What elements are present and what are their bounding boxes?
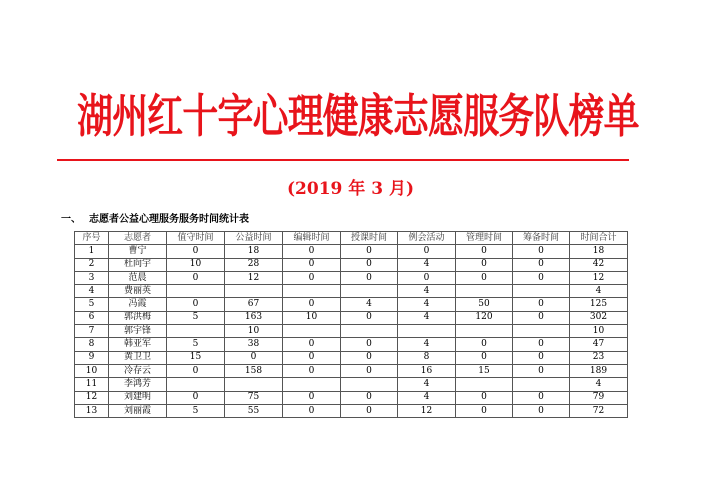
table-cell-col-public: 55	[225, 404, 283, 417]
table-cell-col-management: 50	[456, 298, 513, 311]
table-row	[75, 338, 628, 351]
table-cell-col-total: 302	[570, 311, 628, 324]
table-cell-col-public: 28	[225, 258, 283, 271]
table-cell-col-duty: 15	[167, 351, 225, 364]
table-cell-col-volunteer: 李鸿芳	[109, 378, 167, 391]
table-cell-col-prep: 0	[513, 298, 570, 311]
table-cell-col-public: 10	[225, 325, 283, 338]
table-cell-col-total: 23	[570, 351, 628, 364]
table-cell-col-meeting: 4	[398, 258, 456, 271]
table-cell-col-lecture: 4	[341, 298, 398, 311]
table-cell-col-total: 189	[570, 364, 628, 377]
table-cell-col-public: 67	[225, 298, 283, 311]
table-cell-col-public: 12	[225, 271, 283, 284]
table-cell-col-duty: 0	[167, 245, 225, 258]
table-cell-col-index: 12	[75, 391, 109, 404]
table-row	[75, 378, 628, 391]
table-header-col-meeting: 例会活动	[398, 232, 456, 245]
table-header-col-public: 公益时间	[225, 232, 283, 245]
table-cell-col-prep: 0	[513, 311, 570, 324]
table-cell-col-prep: 0	[513, 351, 570, 364]
table-cell-col-management: 0	[456, 258, 513, 271]
table-cell-col-meeting: 8	[398, 351, 456, 364]
table-row	[75, 364, 628, 377]
table-cell-col-management	[456, 325, 513, 338]
table-row	[75, 391, 628, 404]
table-cell-col-edit	[283, 325, 341, 338]
table-cell-col-prep: 0	[513, 364, 570, 377]
table-cell-col-meeting: 4	[398, 378, 456, 391]
table-cell-col-volunteer: 杜向宇	[109, 258, 167, 271]
table-cell-col-total: 72	[570, 404, 628, 417]
table-cell-col-duty	[167, 285, 225, 298]
table-cell-col-index: 3	[75, 271, 109, 284]
table-row	[75, 298, 628, 311]
table-row	[75, 245, 628, 258]
table-cell-col-public: 158	[225, 364, 283, 377]
table-cell-col-public: 18	[225, 245, 283, 258]
table-cell-col-index: 7	[75, 325, 109, 338]
table-cell-col-lecture: 0	[341, 391, 398, 404]
table-cell-col-management: 0	[456, 245, 513, 258]
table-row	[75, 285, 628, 298]
table-cell-col-volunteer: 韩亚军	[109, 338, 167, 351]
table-cell-col-meeting: 4	[398, 285, 456, 298]
table-cell-col-prep: 0	[513, 271, 570, 284]
table-cell-col-management	[456, 285, 513, 298]
table-cell-col-prep: 0	[513, 338, 570, 351]
table-cell-col-public: 38	[225, 338, 283, 351]
table-cell-col-total: 10	[570, 325, 628, 338]
table-cell-col-lecture: 0	[341, 338, 398, 351]
table-cell-col-index: 1	[75, 245, 109, 258]
table-cell-col-edit: 0	[283, 298, 341, 311]
table-cell-col-volunteer: 郭洪梅	[109, 311, 167, 324]
table-cell-col-public: 75	[225, 391, 283, 404]
table-cell-col-lecture: 0	[341, 258, 398, 271]
table-cell-col-edit	[283, 285, 341, 298]
table-cell-col-prep: 0	[513, 258, 570, 271]
table-cell-col-total: 4	[570, 285, 628, 298]
table-header-col-index: 序号	[75, 232, 109, 245]
table-cell-col-index: 13	[75, 404, 109, 417]
table-cell-col-edit: 0	[283, 351, 341, 364]
table-cell-col-management: 0	[456, 391, 513, 404]
table-cell-col-lecture: 0	[341, 351, 398, 364]
table-cell-col-prep: 0	[513, 404, 570, 417]
table-cell-col-total: 79	[570, 391, 628, 404]
table-cell-col-duty	[167, 378, 225, 391]
table-cell-col-lecture: 0	[341, 271, 398, 284]
table-cell-col-lecture	[341, 378, 398, 391]
table-cell-col-lecture	[341, 325, 398, 338]
table-cell-col-meeting: 4	[398, 298, 456, 311]
table-cell-col-prep: 0	[513, 391, 570, 404]
table-cell-col-public	[225, 378, 283, 391]
table-row	[75, 325, 628, 338]
table-cell-col-volunteer: 黄卫卫	[109, 351, 167, 364]
table-cell-col-duty: 0	[167, 364, 225, 377]
table-cell-col-volunteer: 郭宇锋	[109, 325, 167, 338]
table-cell-col-edit: 0	[283, 258, 341, 271]
table-cell-col-edit	[283, 378, 341, 391]
table-cell-col-lecture: 0	[341, 311, 398, 324]
table-header-row	[75, 232, 628, 245]
table-cell-col-management: 120	[456, 311, 513, 324]
table-cell-col-volunteer: 刘建明	[109, 391, 167, 404]
table-cell-col-prep	[513, 378, 570, 391]
table-cell-col-edit: 0	[283, 271, 341, 284]
table-cell-col-edit: 0	[283, 364, 341, 377]
table-cell-col-edit: 0	[283, 338, 341, 351]
table-cell-col-total: 4	[570, 378, 628, 391]
table-row	[75, 258, 628, 271]
table-header-col-volunteer: 志愿者	[109, 232, 167, 245]
table-cell-col-public: 0	[225, 351, 283, 364]
section-title: 志愿者公益心理服务服务时间统计表	[89, 214, 249, 225]
table-cell-col-meeting: 4	[398, 338, 456, 351]
table-cell-col-duty: 5	[167, 404, 225, 417]
table-cell-col-prep: 0	[513, 245, 570, 258]
table-cell-col-duty	[167, 325, 225, 338]
table-cell-col-duty: 0	[167, 298, 225, 311]
table-cell-col-lecture	[341, 285, 398, 298]
table-row	[75, 271, 628, 284]
table-cell-col-duty: 5	[167, 311, 225, 324]
table-cell-col-meeting	[398, 325, 456, 338]
table-cell-col-index: 10	[75, 364, 109, 377]
table-cell-col-management: 0	[456, 404, 513, 417]
table-cell-col-index: 2	[75, 258, 109, 271]
table-cell-col-meeting: 12	[398, 404, 456, 417]
table-cell-col-lecture: 0	[341, 245, 398, 258]
table-cell-col-volunteer: 曹宁	[109, 245, 167, 258]
table-cell-col-edit: 0	[283, 404, 341, 417]
table-cell-col-management: 0	[456, 338, 513, 351]
table-cell-col-meeting: 0	[398, 271, 456, 284]
table-cell-col-volunteer: 冷存云	[109, 364, 167, 377]
table-cell-col-prep	[513, 285, 570, 298]
table-cell-col-duty: 0	[167, 391, 225, 404]
table-cell-col-volunteer: 费丽英	[109, 285, 167, 298]
table-cell-col-total: 125	[570, 298, 628, 311]
table-row	[75, 311, 628, 324]
table-cell-col-management: 15	[456, 364, 513, 377]
table-header-col-total: 时间合计	[570, 232, 628, 245]
table-row	[75, 351, 628, 364]
table-cell-col-total: 12	[570, 271, 628, 284]
table-cell-col-management: 0	[456, 351, 513, 364]
table-header-col-prep: 筹备时间	[513, 232, 570, 245]
table-cell-col-meeting: 4	[398, 391, 456, 404]
volunteer-hours-table	[74, 231, 628, 418]
table-cell-col-meeting: 0	[398, 245, 456, 258]
table-cell-col-edit: 10	[283, 311, 341, 324]
table-cell-col-meeting: 16	[398, 364, 456, 377]
table-cell-col-public	[225, 285, 283, 298]
table-cell-col-management	[456, 378, 513, 391]
table-row	[75, 404, 628, 417]
table-header-col-lecture: 授课时间	[341, 232, 398, 245]
table-cell-col-edit: 0	[283, 245, 341, 258]
table-header-col-edit: 编辑时间	[283, 232, 341, 245]
title-divider	[57, 159, 629, 161]
table-cell-col-lecture: 0	[341, 404, 398, 417]
table-cell-col-index: 5	[75, 298, 109, 311]
page-subtitle: (2019 年 3 月)	[287, 179, 414, 199]
page-title: 湖州红十字心理健康志愿服务队榜单	[77, 89, 639, 143]
table-cell-col-public: 163	[225, 311, 283, 324]
table-cell-col-prep	[513, 325, 570, 338]
section-heading	[61, 210, 249, 225]
table-cell-col-volunteer: 冯霞	[109, 298, 167, 311]
table-cell-col-total: 18	[570, 245, 628, 258]
table-cell-col-total: 47	[570, 338, 628, 351]
table-header-col-management: 管理时间	[456, 232, 513, 245]
table-header-col-duty: 值守时间	[167, 232, 225, 245]
table-cell-col-index: 4	[75, 285, 109, 298]
table-cell-col-index: 8	[75, 338, 109, 351]
table-cell-col-duty: 10	[167, 258, 225, 271]
table-cell-col-meeting: 4	[398, 311, 456, 324]
table-cell-col-edit: 0	[283, 391, 341, 404]
table-cell-col-index: 6	[75, 311, 109, 324]
section-number: 一、	[61, 214, 81, 225]
table-cell-col-duty: 5	[167, 338, 225, 351]
table-cell-col-index: 9	[75, 351, 109, 364]
table-cell-col-volunteer: 刘丽霞	[109, 404, 167, 417]
table-cell-col-total: 42	[570, 258, 628, 271]
table-cell-col-management: 0	[456, 271, 513, 284]
table-cell-col-lecture: 0	[341, 364, 398, 377]
table-cell-col-duty: 0	[167, 271, 225, 284]
table-cell-col-volunteer: 范晨	[109, 271, 167, 284]
table-cell-col-index: 11	[75, 378, 109, 391]
